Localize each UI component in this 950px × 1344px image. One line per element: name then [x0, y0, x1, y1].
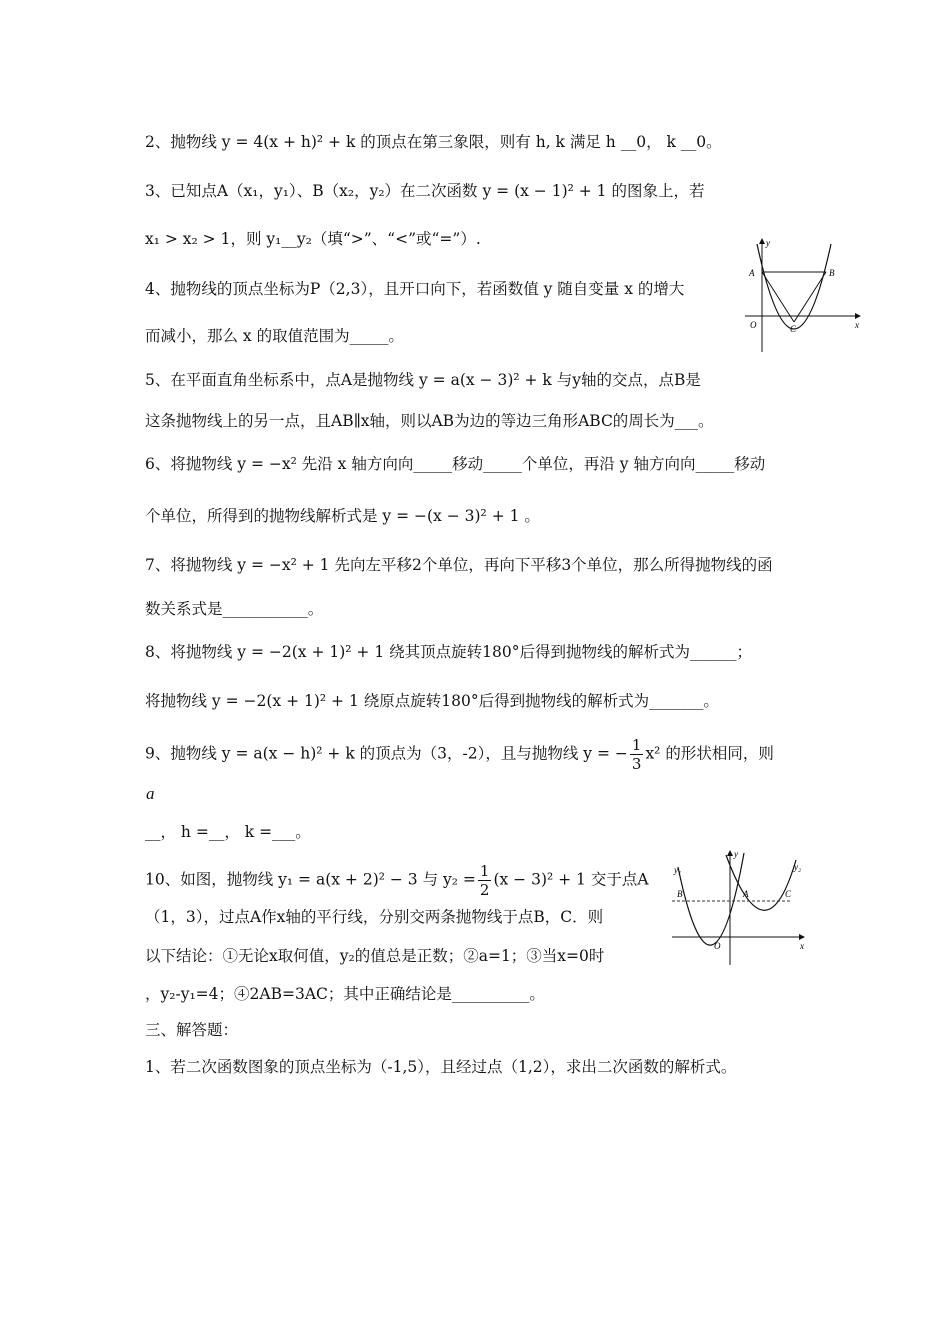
y-axis-arrow: [727, 850, 733, 856]
question-3-line-2: x₁ > x₂ > 1，则 y₁__y₂（填“>”、“<”或“=”）.: [145, 230, 481, 248]
segment-ac: [762, 272, 794, 322]
solve-question-1: 1、若二次函数图象的顶点坐标为（-1,5），且经过点（1,2），求出二次函数的解析式。: [145, 1058, 737, 1076]
q9-fraction-num: 1: [631, 736, 642, 754]
question-9-line-3: __， h =__， k =___。: [145, 823, 311, 841]
question-6-line-2: 个单位，所得到的抛物线解析式是 y = −(x − 3)² + 1 。: [145, 507, 540, 525]
fig1-label-b: B: [829, 268, 835, 278]
fig2-label-y2: y₂: [794, 862, 802, 872]
fig1-label-c: C: [790, 324, 797, 334]
figure-two-parabolas: [668, 845, 818, 967]
question-7-line-2: 数关系式是___________。: [145, 600, 324, 618]
question-2: 2、抛物线 y = 4(x + h)² + k 的顶点在第三象限，则有 h, k 满足 h __0， k __0。: [145, 133, 722, 151]
q10-fraction-den: 2: [479, 881, 490, 899]
fig1-label-x: x: [855, 320, 859, 330]
x-axis-arrow: [855, 313, 861, 319]
question-8-line-2: 将抛物线 y = −2(x + 1)² + 1 绕原点旋转180°后得到抛物线的解析式为_______。: [145, 692, 719, 710]
question-10-line-2: （1，3），过点A作x轴的平行线，分别交两条抛物线于点B，C．则: [145, 908, 604, 926]
fig2-label-origin: O: [714, 941, 721, 951]
fig1-label-y: y: [766, 238, 770, 248]
section-3-heading: 三、解答题：: [145, 1021, 239, 1039]
question-8-line-1: 8、将抛物线 y = −2(x + 1)² + 1 绕其顶点旋转180°后得到抛物线的解析式为______；: [145, 643, 752, 661]
y-axis-arrow: [759, 238, 765, 244]
x-axis-arrow: [799, 934, 805, 940]
question-4-line-2: 而减小，那么 x 的取值范围为_____。: [145, 327, 404, 345]
q9-text-post: x² 的形状相同，则: [645, 744, 774, 763]
question-10-line-3: 以下结论：①无论x取何值，y₂的值总是正数；②a=1；③当x=0时: [145, 947, 605, 965]
fig1-label-origin: O: [750, 320, 757, 330]
segment-bc: [794, 272, 826, 322]
figure-triangle-parabola: [745, 234, 865, 356]
fig2-label-c: C: [785, 889, 792, 899]
q10-text-post: (x − 3)² + 1 交于点A: [493, 870, 649, 889]
parabola-y1: [678, 853, 744, 945]
fig1-label-a: A: [749, 268, 755, 278]
question-9-line-2: a: [146, 784, 155, 803]
question-10-line-4: ，y₂-y₁=4；④2AB=3AC；其中正确结论是__________。: [145, 985, 545, 1003]
q10-text-pre: 10、如图，抛物线 y₁ = a(x + 2)² − 3 与 y₂ =: [145, 870, 476, 889]
fig2-label-b: B: [677, 889, 683, 899]
question-3-line-1: 3、已知点A（x₁，y₁）、B（x₂，y₂）在二次函数 y = (x − 1)² + 1 的图象上，若: [145, 182, 705, 200]
question-10-line-1: [145, 862, 649, 899]
fig2-label-x: x: [800, 941, 804, 951]
figure-2-svg: [668, 845, 818, 967]
fig2-label-y: y: [734, 849, 738, 859]
q10-fraction: [478, 862, 492, 899]
q9-fraction-den: 3: [631, 755, 642, 773]
question-5-line-1: 5、在平面直角坐标系中，点A是抛物线 y = a(x − 3)² + k 与y轴的交点，点B是: [145, 371, 701, 389]
fig2-label-a: A: [743, 889, 749, 899]
figure-1-svg: [745, 234, 865, 356]
q9-fraction: [630, 736, 644, 773]
parabola-y2: [726, 855, 796, 910]
question-4-line-1: 4、抛物线的顶点坐标为P（2,3），且开口向下，若函数值 y 随自变量 x 的增大: [145, 280, 685, 298]
q9-text-pre: 9、抛物线 y = a(x − h)² + k 的顶点为（3，-2），且与抛物线 y = −: [145, 744, 628, 763]
question-6-line-1: 6、将抛物线 y = −x² 先沿 x 轴方向向_____移动_____个单位，再沿 y 轴方向向_____移动: [145, 455, 766, 473]
question-7-line-1: 7、将抛物线 y = −x² + 1 先向左平移2个单位，再向下平移3个单位，那么所得抛物线的函: [145, 556, 773, 574]
fig2-label-y1: y₁: [674, 865, 682, 875]
q10-fraction-num: 1: [479, 862, 490, 880]
question-9-line-1: [145, 736, 774, 773]
question-5-line-2: 这条抛物线上的另一点，且AB∥x轴，则以AB为边的等边三角形ABC的周长为___。: [145, 412, 714, 430]
